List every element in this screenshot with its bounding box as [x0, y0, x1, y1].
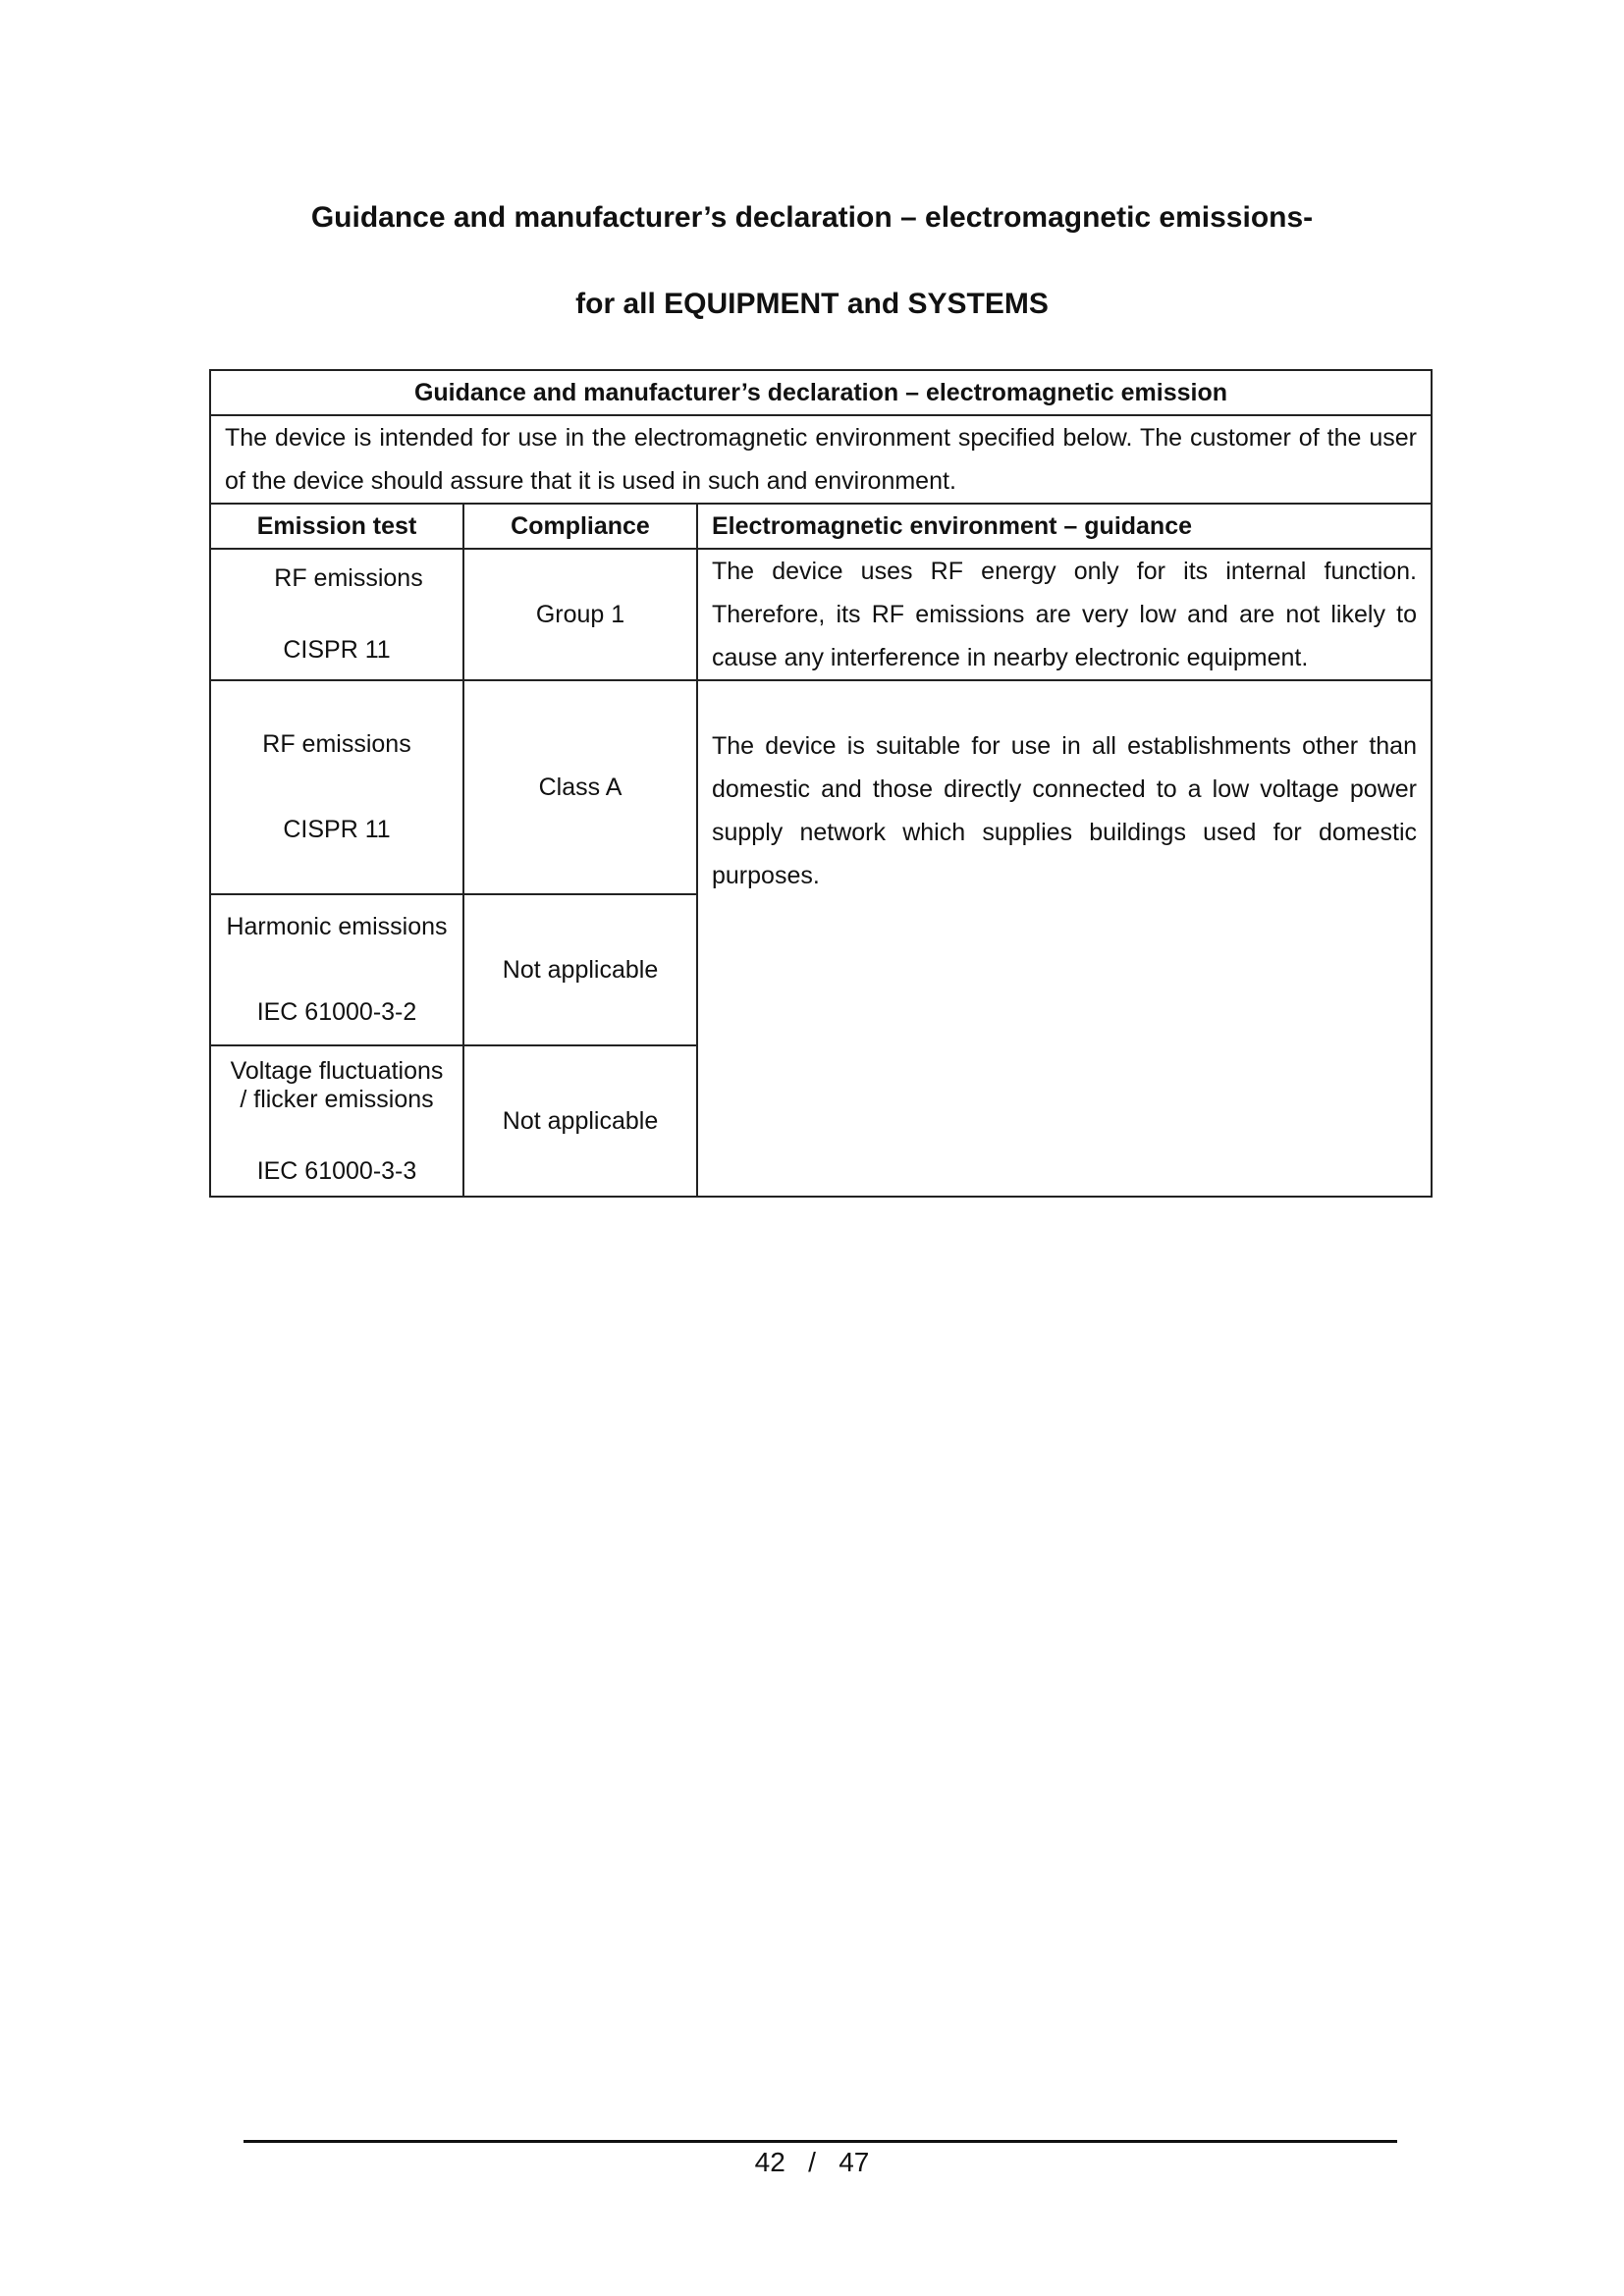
footer-divider	[244, 2140, 1397, 2143]
emission-test-standard: CISPR 11	[283, 636, 391, 664]
emission-test-cell	[210, 894, 463, 1045]
emission-test-standard: IEC 61000-3-2	[256, 998, 417, 1026]
emission-table	[209, 369, 1433, 1198]
table-intro-row	[210, 415, 1432, 504]
guidance-cell: The device uses RF energy only for its internal function. Therefore, its RF emissions are very low and are not likely to cause any interference in nearby electronic equipment.	[697, 549, 1432, 680]
page-number: 42 / 47	[754, 2147, 870, 2177]
compliance-cell: Not applicable	[463, 1045, 697, 1197]
table-row	[210, 680, 1432, 894]
table-intro: The device is intended for use in the electromagnetic environment specified below. The customer of the user of the device should assure that it is used in such and environment.	[210, 415, 1432, 504]
emission-test-cell	[210, 680, 463, 894]
emission-test-cell	[210, 1045, 463, 1197]
compliance-cell: Not applicable	[463, 894, 697, 1045]
header-compliance: Compliance	[463, 504, 697, 549]
emission-test-name: RF emissions	[274, 564, 423, 592]
emission-test-standard: IEC 61000-3-3	[256, 1156, 417, 1185]
emission-test-name: Harmonic emissions	[226, 913, 448, 940]
emission-test-cell	[210, 549, 463, 680]
guidance-cell	[697, 680, 1432, 1197]
page-title: Guidance and manufacturer’s declaration – electromagnetic emissions-	[310, 201, 1314, 234]
emission-test-standard: CISPR 11	[283, 816, 391, 843]
guidance-text: The device is suitable for use in all establishments other than domestic and those directly connected to a low voltage power supply network which supplies buildings used for domestic purposes.	[712, 732, 1417, 889]
compliance-cell: Group 1	[463, 549, 697, 680]
table-row	[210, 549, 1432, 680]
compliance-cell: Class A	[463, 680, 697, 894]
table-title-row	[210, 370, 1432, 415]
header-guidance: Electromagnetic environment – guidance	[697, 504, 1432, 549]
emission-test-name: Voltage fluctuations / flicker emissions	[230, 1056, 444, 1113]
table-title: Guidance and manufacturer’s declaration – electromagnetic emission	[210, 370, 1432, 415]
table-header-row	[210, 504, 1432, 549]
emission-test-name: RF emissions	[262, 730, 411, 758]
page-subtitle: for all EQUIPMENT and SYSTEMS	[575, 288, 1049, 320]
header-emission-test: Emission test	[210, 504, 463, 549]
